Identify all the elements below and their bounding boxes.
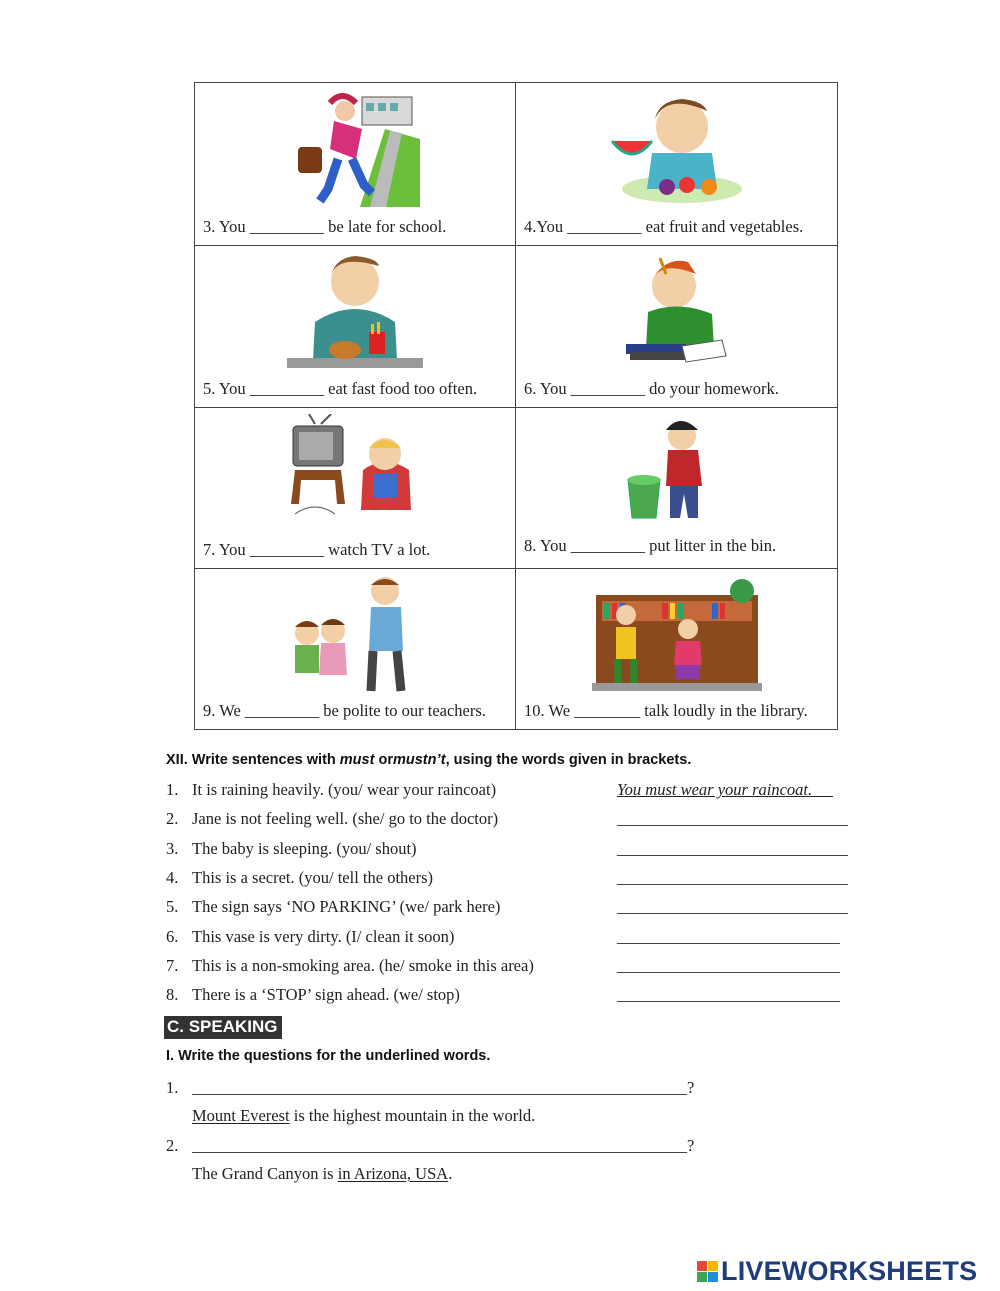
liveworksheets-logo[interactable]: LIVEWORKSHEETS xyxy=(697,1256,977,1286)
speaking-task-title: I. Write the questions for the underlined words. xyxy=(166,1048,491,1064)
answer-field[interactable]: ___________________________ xyxy=(617,956,840,975)
exercise-sentence: 6. You _________ do your homework. xyxy=(524,379,779,398)
children-greeting-teacher-illustration xyxy=(285,575,425,695)
boy-doing-homework-illustration xyxy=(622,252,732,372)
exercise-sentence: 5. You _________ eat fast food too often. xyxy=(203,379,478,398)
list-item: 3. The baby is sleeping. (you/ shout) ____________________________ xyxy=(166,839,848,858)
exercise-card xyxy=(516,408,837,569)
exercise-sentence: 4.You _________ eat fruit and vegetables. xyxy=(524,217,804,236)
exercise-sentence: 10. We ________ talk loudly in the library. xyxy=(524,701,808,720)
list-item: 8. There is a ‘STOP’ sign ahead. (we/ stop) ___________________________ xyxy=(166,985,840,1004)
boy-putting-litter-in-bin-illustration xyxy=(622,414,732,526)
man-eating-fast-food-illustration xyxy=(285,252,425,372)
answer-field[interactable]: You must wear your raincoat. __ xyxy=(617,780,833,799)
exercise-sentence: 8. You _________ put litter in the bin. xyxy=(524,536,777,555)
question-answer-field[interactable]: ____________________________________________________________? xyxy=(192,1136,695,1155)
question-sentence: Mount Everest is the highest mountain in the world. xyxy=(192,1106,536,1125)
exercise-sentence: 3. You _________ be late for school. xyxy=(203,217,447,236)
boy-eating-watermelon-illustration xyxy=(607,89,747,209)
answer-field[interactable]: ____________________________ xyxy=(617,809,848,828)
exercise-sentence: 7. You _________ watch TV a lot. xyxy=(203,540,431,559)
exercise-card xyxy=(195,408,516,569)
section-xii-title: XII. Write sentences with must ormustn’t, using the words given in brackets. xyxy=(166,752,692,768)
question-line: 1. ____________________________________________________________? xyxy=(166,1078,695,1097)
answer-field[interactable]: ___________________________ xyxy=(617,927,840,946)
answer-field[interactable]: ____________________________ xyxy=(617,839,848,858)
children-in-library-illustration xyxy=(592,575,762,695)
list-item: 6. This vase is very dirty. (I/ clean it soon) ___________________________ xyxy=(166,927,840,946)
list-item: 2. Jane is not feeling well. (she/ go to the doctor) ____________________________ xyxy=(166,809,848,828)
child-watching-tv-illustration xyxy=(285,414,425,524)
list-item: 5. The sign says ‘NO PARKING’ (we/ park here) ____________________________ xyxy=(166,897,848,916)
question-sentence: The Grand Canyon is in Arizona, USA. xyxy=(192,1164,453,1183)
logo-mark-icon xyxy=(697,1261,718,1282)
exercise-card xyxy=(195,569,516,729)
list-item: 4. This is a secret. (you/ tell the others) ____________________________ xyxy=(166,868,848,887)
question-answer-field[interactable]: ____________________________________________________________? xyxy=(192,1078,695,1097)
list-item: 1. It is raining heavily. (you/ wear your raincoat) You must wear your raincoat. __ xyxy=(166,780,833,799)
exercise-card xyxy=(516,83,837,246)
exercise-card xyxy=(195,83,516,246)
exercise-grid xyxy=(194,82,838,730)
girl-running-to-school-illustration xyxy=(290,89,420,209)
exercise-card xyxy=(516,246,837,408)
answer-field[interactable]: ____________________________ xyxy=(617,897,848,916)
answer-field[interactable]: ____________________________ xyxy=(617,868,848,887)
exercise-sentence: 9. We _________ be polite to our teachers. xyxy=(203,701,486,720)
question-line: 2. ____________________________________________________________? xyxy=(166,1136,695,1155)
answer-field[interactable]: ___________________________ xyxy=(617,985,840,1004)
exercise-card xyxy=(516,569,837,729)
list-item: 7. This is a non-smoking area. (he/ smoke in this area) ___________________________ xyxy=(166,956,840,975)
exercise-card xyxy=(195,246,516,408)
section-header: C. SPEAKING xyxy=(164,1016,282,1039)
